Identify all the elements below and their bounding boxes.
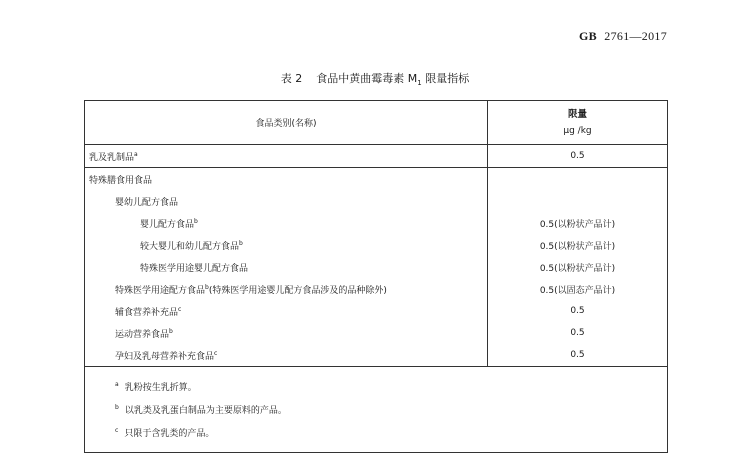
table-row [85,234,668,256]
category-cell [85,234,488,256]
column-header-category: 食品类别(名称) [85,101,488,145]
limit-cell: 0.5(以粉状产品计) [488,212,668,234]
category-text: 特殊医学用途配方食品 [115,285,206,296]
category-cell [85,300,488,322]
table-row [85,256,668,278]
table-title-main: 食品中黄曲霉毒素 M [316,72,418,85]
footnote-mark: b [169,327,173,335]
category-text: 辅食营养补充品 [115,307,179,318]
category-cell [85,322,488,344]
category-cell [85,190,488,212]
column-header-limit [488,101,668,145]
table-title [0,70,750,87]
category-text: 运动营养食品 [115,329,170,340]
footnote-mark: b [239,239,243,247]
footnote-text: 乳粉按生乳折算。 [124,383,197,393]
footnote-mark: c [115,427,119,434]
table-notes [85,367,668,453]
standard-number: 2761—2017 [604,29,667,43]
column-header-limit-label: 限量 [567,108,587,120]
category-cell [85,168,488,191]
footnote-mark: b [194,217,198,225]
table-title-tail: 限量指标 [421,72,470,85]
table-number: 表 2 [280,72,303,85]
limit-cell: 0.5 [488,322,668,344]
category-text: 婴幼儿配方食品 [115,197,179,208]
limit-cell [488,190,668,212]
table-row [85,168,668,191]
footnote-mark: b [205,283,209,291]
footnote [115,375,667,398]
table-row [85,145,668,168]
category-qualifier: (特殊医学用途婴儿配方食品涉及的品种除外) [208,285,387,296]
table-row [85,212,668,234]
footnote [115,421,667,444]
category-text: 特殊医学用途婴儿配方食品 [140,263,249,274]
column-header-unit: μg /kg [563,125,592,136]
table-notes-row [85,367,668,453]
footnote-mark: c [178,305,182,313]
limit-cell: 0.5(以固态产品计) [488,278,668,300]
category-text: 较大婴儿和幼儿配方食品 [140,241,240,252]
table-row [85,300,668,322]
footnote-mark: a [134,150,138,158]
limit-cell: 0.5(以粉状产品计) [488,256,668,278]
footnote-text: 只限于含乳类的产品。 [124,429,215,439]
footnote-mark: a [115,381,119,388]
standard-prefix: GB [579,29,597,43]
limit-cell [488,168,668,191]
category-text: 婴儿配方食品 [140,219,195,230]
footnote-mark: b [115,404,119,411]
table-row [85,322,668,344]
category-cell [85,256,488,278]
table-row [85,278,668,300]
limit-cell: 0.5(以粉状产品计) [488,234,668,256]
limit-cell: 0.5 [488,344,668,367]
table-header-row [85,101,668,145]
table-row [85,190,668,212]
limits-table [84,100,668,453]
limit-cell: 0.5 [488,300,668,322]
category-text: 特殊膳食用食品 [89,175,153,186]
footnote-mark: c [214,349,218,357]
footnote-text: 以乳类及乳蛋白制品为主要原料的产品。 [124,406,287,416]
category-text: 孕妇及乳母营养补充食品 [115,351,215,362]
footnote [115,398,667,421]
limit-cell: 0.5 [488,145,668,168]
table-row [85,344,668,367]
standard-code [579,29,667,44]
category-cell [85,212,488,234]
category-cell [85,145,488,168]
category-cell [85,278,488,300]
category-cell [85,344,488,367]
table-title-subscript: 1 [417,79,422,88]
category-text: 乳及乳制品 [89,152,135,163]
